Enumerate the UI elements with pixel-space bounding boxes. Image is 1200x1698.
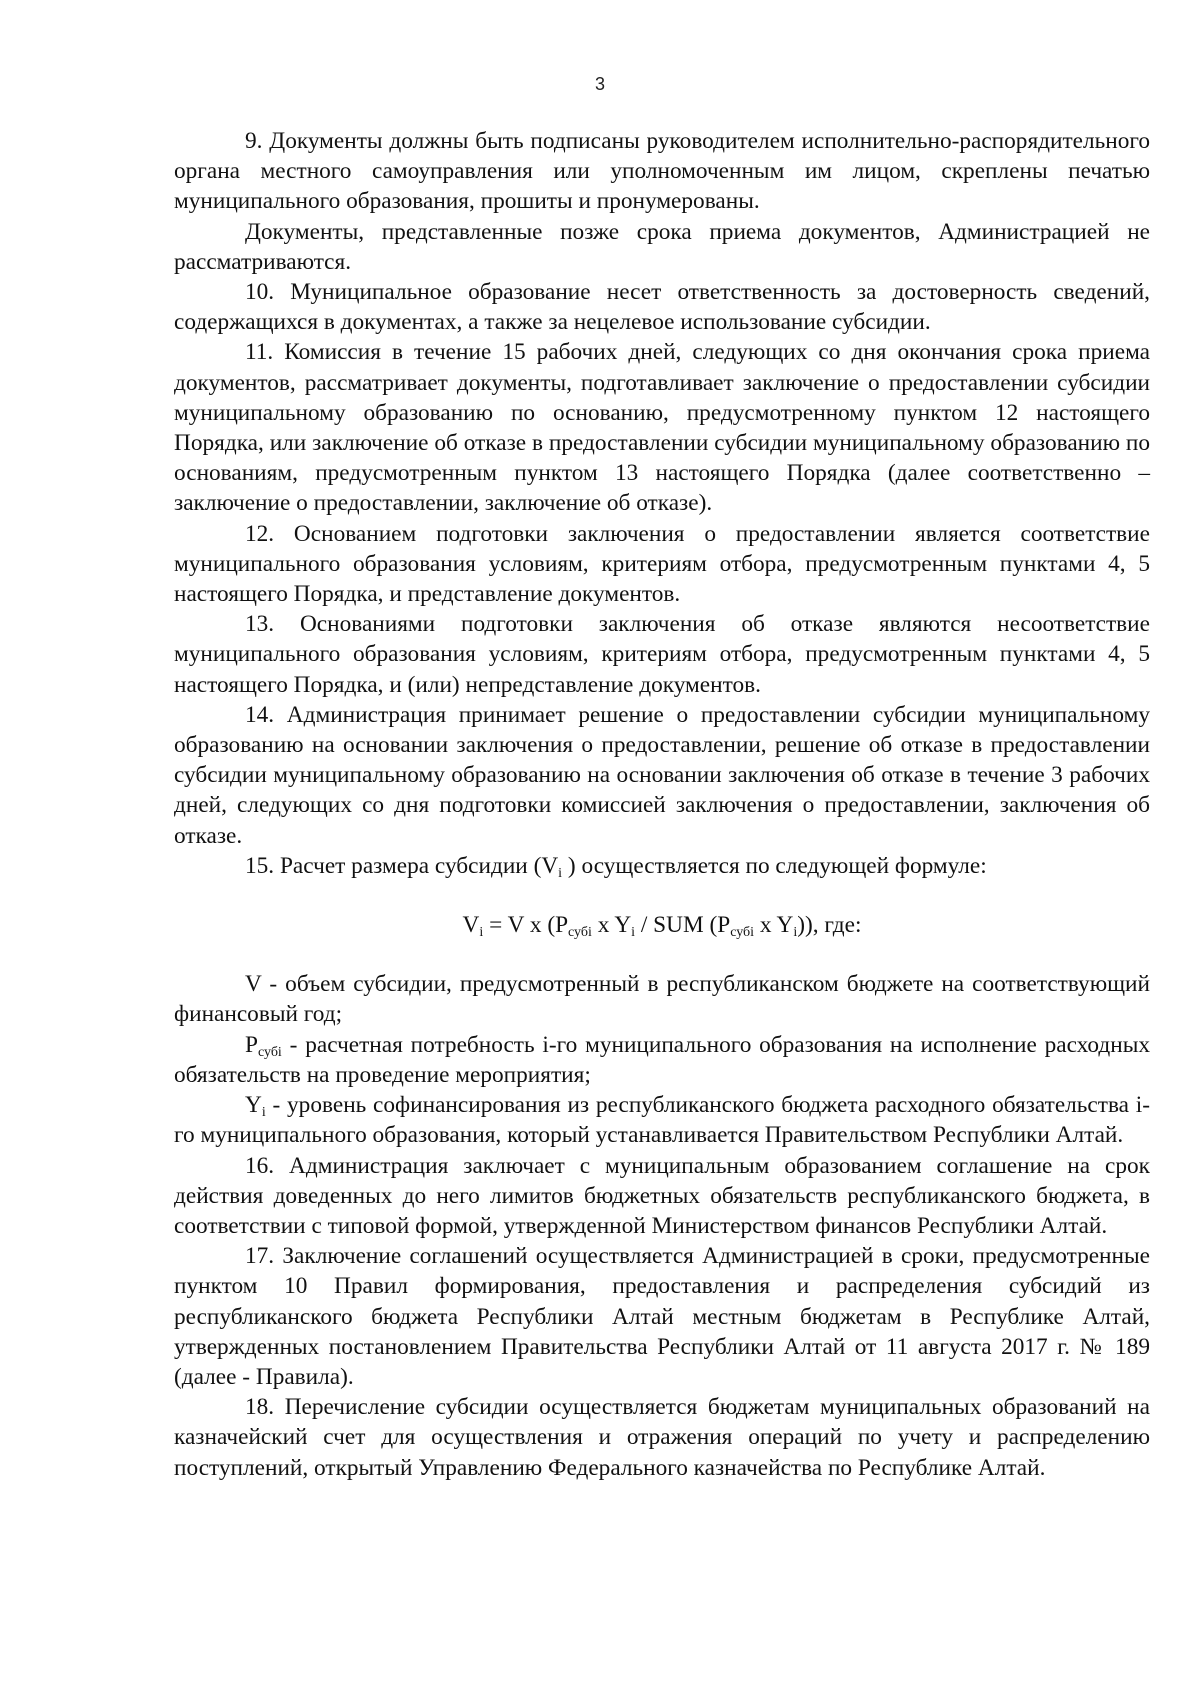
definition-y — [174, 1090, 1150, 1150]
subsidy-formula — [174, 910, 1150, 940]
paragraph-15-after: ) осуществляется по следующей формуле: — [562, 852, 987, 879]
paragraph-12: 12. Основанием подготовки заключения о предоставлении является соответствие муниципального образования условиям, критериям отбора, предусмотренным пунктами 4, 5 настоящего Порядка, и представление документов. — [174, 520, 1150, 608]
document-body — [174, 126, 1150, 1483]
page-number: 3 — [594, 74, 605, 94]
formula-sub: i — [479, 925, 484, 941]
paragraph-17: 17. Заключение соглашений осуществляется Администрацией в сроки, предусмотренные пунктом 10 Правил формирования, предоставления и распределения субсидий из республиканского бюджета Республики Алтай местным бюджетам в Республике Алтай, утвержденных постановлением Правительства Республики Алтай от 11 августа 2017 г. № 189 (далее - Правила). — [174, 1243, 1150, 1390]
paragraph-9: 9. Документы должны быть подписаны руководителем исполнительно-распорядительного органа местного самоуправления или уполномоченным им лицом, скреплены печатью муниципального образования, прошиты и пронумерованы. — [174, 128, 1150, 215]
formula-part: )), где: — [797, 912, 862, 939]
paragraph-15 — [174, 851, 1150, 881]
definition-symbol: P — [245, 1031, 258, 1058]
definition-text: - расчетная потребность i-го муниципального образования на исполнение расходных обязательств на проведение мероприятия; — [174, 1031, 1150, 1088]
paragraph-15-before: 15. Расчет размера субсидии (V — [245, 852, 559, 879]
formula-part: = V x (P — [483, 912, 569, 939]
formula-part: / SUM (P — [635, 912, 731, 939]
paragraph-14: 14. Администрация принимает решение о предоставлении субсидии муниципальному образованию на основании заключения о предоставлении, решение об отказе в предоставлении субсидии муниципальному образованию на основании заключения об отказе в течение 3 рабочих дней, следующих со дня подготовки комиссией заключения о предоставлении, заключения об отказе. — [174, 701, 1150, 849]
definition-text: - уровень софинансирования из республиканского бюджета расходного обязательства i-го муниципального образования, который устанавливается Правительством Республики Алтай. — [174, 1092, 1150, 1149]
paragraph-11: 11. Комиссия в течение 15 рабочих дней, следующих со дня окончания срока приема документов, рассматривает документы, подготавливает заключение о предоставлении субсидии муниципальному образованию по основанию, предусмотренному пунктом 12 настоящего Порядка, или заключение об отказе в предоставлении субсидии муниципальному образованию по основаниям, предусмотренным пунктом 13 настоящего Порядка (далее соответственно – заключение о предоставлении, заключение об отказе). — [174, 339, 1150, 517]
formula-part: x Y — [591, 912, 632, 939]
formula-part: V — [462, 912, 480, 939]
definition-symbol: Y — [245, 1092, 262, 1119]
paragraph-15-sub: i — [558, 865, 563, 881]
formula-part: x Y — [754, 912, 794, 939]
formula-sub: субi — [730, 925, 755, 941]
definition-p — [174, 1030, 1150, 1090]
definition-sub: i — [261, 1105, 266, 1121]
paragraph-9-note: Документы, представленные позже срока приема документов, Администрацией не рассматриваются. — [174, 218, 1150, 275]
formula-sub: i — [793, 925, 798, 941]
paragraph-10: 10. Муниципальное образование несет ответственность за достоверность сведений, содержащихся в документах, а также за нецелевое использование субсидии. — [174, 279, 1150, 336]
paragraph-18: 18. Перечисление субсидии осуществляется бюджетам муниципальных образований на казначейский счет для осуществления и отражения операций по учету и распределению поступлений, открытый Управлению Федерального казначейства по Республике Алтай. — [174, 1394, 1150, 1481]
paragraph-13: 13. Основаниями подготовки заключения об отказе являются несоответствие муниципального образования условиям, критериям отбора, предусмотренным пунктами 4, 5 настоящего Порядка, и (или) непредставление документов. — [174, 611, 1150, 698]
definition-sub: субi — [257, 1044, 282, 1060]
paragraph-16: 16. Администрация заключает с муниципальным образованием соглашение на срок действия доведенных до него лимитов бюджетных обязательств республиканского бюджета, в соответствии с типовой формой, утвержденной Министерством финансов Республики Алтай. — [174, 1152, 1150, 1239]
definition-v: V - объем субсидии, предусмотренный в республиканском бюджете на соответствующий финансовый год; — [174, 971, 1150, 1028]
formula-sub: субi — [568, 925, 592, 941]
formula-sub: i — [631, 925, 636, 941]
